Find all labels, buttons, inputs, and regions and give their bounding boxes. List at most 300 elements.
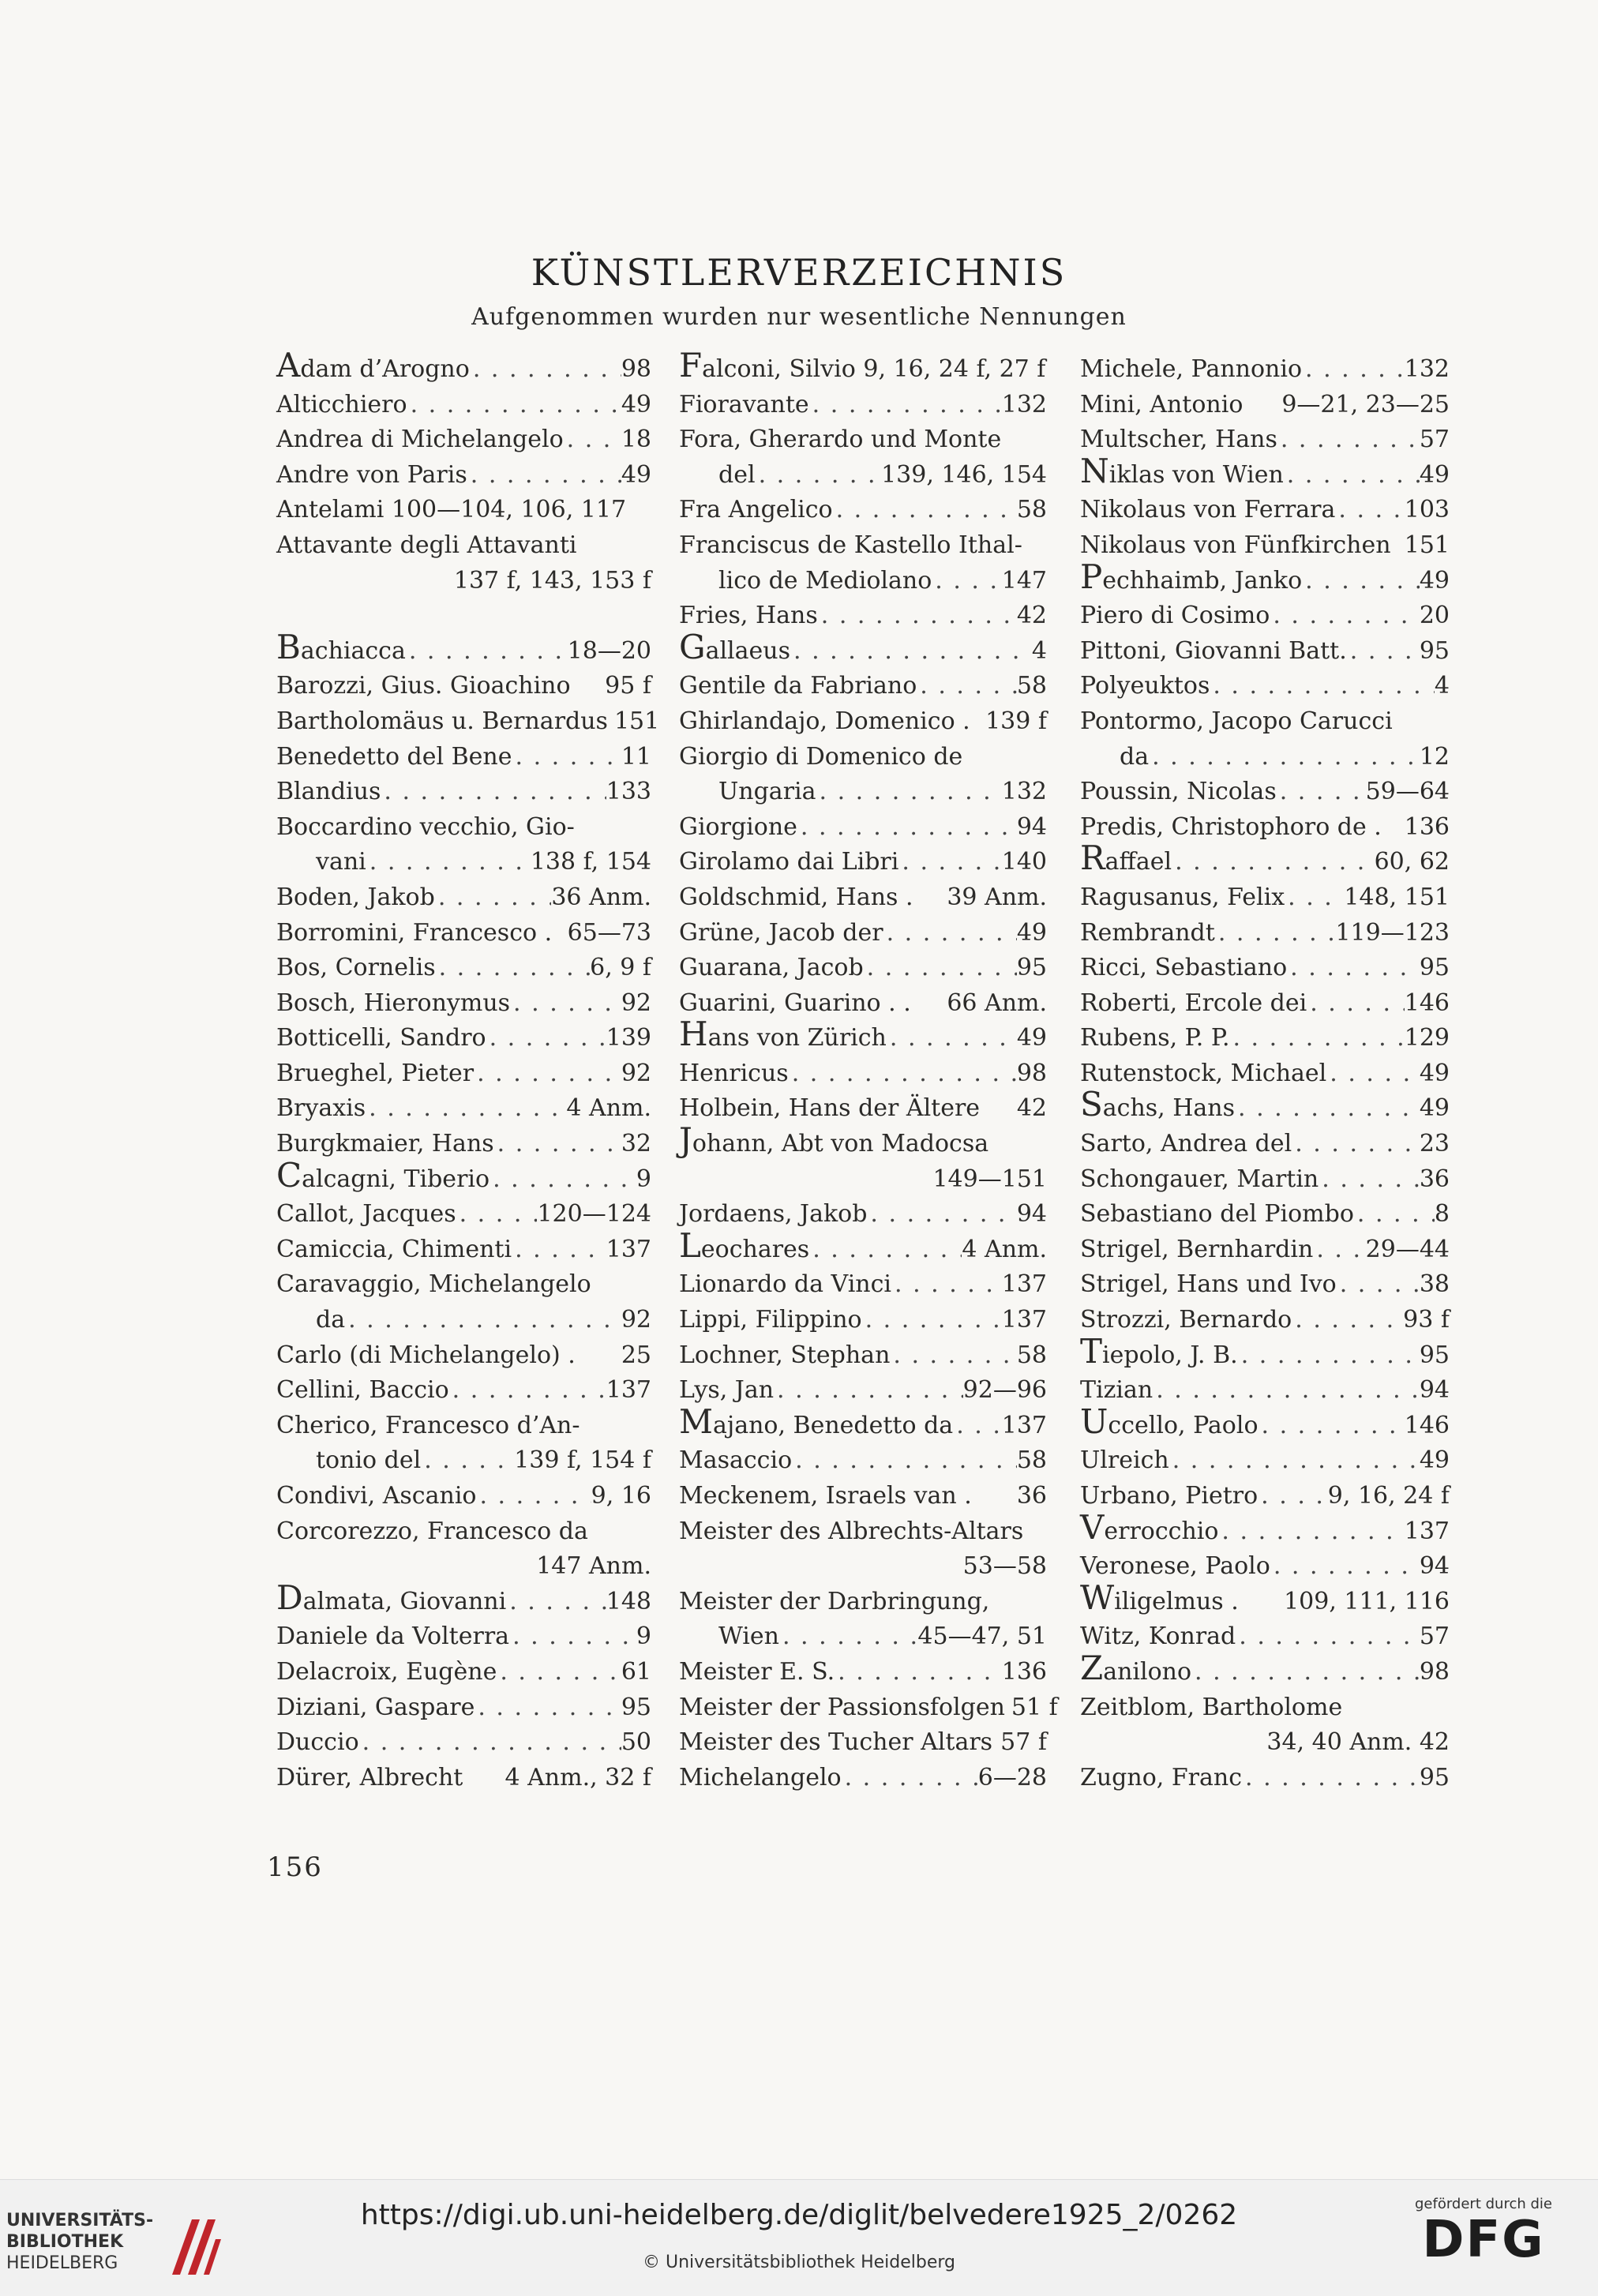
artist-name <box>1080 1162 1319 1198</box>
page-reference: 39 Anm. <box>947 883 1047 911</box>
artist-name-text: Tizian <box>1080 1376 1153 1405</box>
leader-dots <box>1347 634 1420 670</box>
leader-dots <box>475 1690 621 1726</box>
page-reference: 8 <box>1434 1200 1450 1229</box>
page-reference: 120—124 <box>537 1200 651 1229</box>
index-entry <box>679 528 1047 564</box>
artist-name-text: Urbano, Pietro <box>1080 1482 1259 1510</box>
page-reference: 11 <box>621 742 651 771</box>
leader-dots <box>774 1373 963 1409</box>
page-reference: 18—20 <box>567 636 651 665</box>
page-reference: 58 <box>1016 1341 1047 1369</box>
artist-name-text: Lippi, Filippino <box>679 1306 862 1334</box>
page-reference: 137 <box>1001 1270 1047 1299</box>
index-entry <box>679 1585 1047 1620</box>
index-entry <box>276 1127 651 1162</box>
artist-name-text: almata, Giovanni <box>302 1587 507 1615</box>
artist-name-text: Lochner, Stephan <box>679 1341 891 1369</box>
page-reference: 66 Anm. <box>947 989 1047 1017</box>
artist-name-text: Strigel, Bernhardin <box>1080 1235 1314 1263</box>
leader-dots <box>890 1338 1016 1374</box>
page-reference: 92—96 <box>962 1376 1047 1405</box>
artist-name <box>1080 810 1382 846</box>
artist-name <box>1080 1056 1326 1092</box>
artist-name-text: Jordaens, Jakob <box>679 1200 868 1229</box>
page-reference: 36 Anm. <box>551 883 651 911</box>
index-entry <box>679 1303 1047 1338</box>
leader-dots <box>1319 1162 1420 1198</box>
index-entry <box>679 986 1047 1022</box>
page-title: KÜNSTLERVERZEICHNIS <box>531 251 1067 294</box>
leader-dots <box>833 493 1017 528</box>
artist-name-text: Meister der Darbringung, <box>679 1587 990 1615</box>
artist-name-text: Meister des Albrechts-Altars <box>679 1517 1024 1545</box>
leader-dots <box>1270 1549 1420 1585</box>
library-name-line3: HEIDELBERG <box>6 2253 118 2273</box>
artist-name <box>679 810 797 846</box>
leader-dots <box>345 1303 621 1338</box>
artist-name-text: Veronese, Paolo <box>1080 1552 1270 1581</box>
artist-name-text: Grüne, Jacob der <box>679 918 883 947</box>
leader-dots <box>1277 775 1366 810</box>
page-reference: 49 <box>1419 1094 1450 1123</box>
section-initial: B <box>276 627 301 666</box>
leader-dots <box>470 352 621 388</box>
page-reference: 49 <box>1419 460 1450 489</box>
page-reference: 18 <box>621 426 651 454</box>
page-reference: 151 <box>1404 531 1450 559</box>
page-reference: 58 <box>1016 496 1047 524</box>
index-entry <box>1080 1401 1450 1444</box>
leader-dots <box>407 388 621 423</box>
artist-name <box>718 775 816 810</box>
leader-dots <box>1302 564 1420 599</box>
artist-name-text: Alticchiero <box>276 390 407 418</box>
leader-dots <box>1302 352 1405 388</box>
page-reference: 149—151 <box>932 1165 1047 1193</box>
artist-name-text: da <box>316 1306 346 1334</box>
leader-dots <box>564 422 621 458</box>
artist-name-text: lico de Mediolano <box>718 566 932 595</box>
page-reference: 25 <box>621 1341 651 1369</box>
index-entry <box>1080 388 1450 423</box>
artist-name-text: Andrea di Michelangelo <box>276 426 564 454</box>
artist-name-text: Ragusanus, Felix <box>1080 883 1285 911</box>
index-entry <box>276 740 651 775</box>
page-reference: 9, 16 <box>591 1482 651 1510</box>
artist-name-text: Fora, Gherardo und Monte <box>679 426 1002 454</box>
artist-name-text: Poussin, Nicolas <box>1080 778 1277 806</box>
leader-dots <box>1169 1443 1420 1479</box>
artist-name <box>276 458 467 493</box>
page-reference: 4 Anm. <box>962 1235 1047 1263</box>
artist-name-text: Wien <box>718 1623 779 1651</box>
index-entry <box>679 1401 1047 1444</box>
artist-name-text: Roberti, Ercole dei <box>1080 989 1307 1017</box>
artist-name <box>679 346 1046 388</box>
index-entry <box>276 1619 651 1655</box>
leader-dots <box>816 775 1002 810</box>
artist-name-text: Strozzi, Bernardo <box>1080 1306 1292 1334</box>
leader-dots <box>789 1056 1017 1092</box>
leader-dots <box>842 1761 978 1796</box>
artist-name <box>1080 528 1391 564</box>
artist-name-text: Burgkmaier, Hans <box>276 1130 494 1158</box>
index-entry <box>679 880 1047 916</box>
leader-dots <box>486 1021 606 1056</box>
artist-name <box>679 740 962 775</box>
page-reference: 139 f, 154 f <box>514 1446 651 1475</box>
index-entry <box>679 1373 1047 1409</box>
index-entry <box>276 1303 651 1338</box>
leader-dots <box>898 845 1001 880</box>
leader-dots <box>932 564 1001 599</box>
artist-name-text: Daniele da Volterra <box>276 1623 510 1651</box>
index-entry <box>1080 916 1450 951</box>
leader-dots <box>497 1655 621 1690</box>
leader-dots <box>406 634 568 670</box>
artist-name-text: Goldschmid, Hans . <box>679 883 913 911</box>
page-reference: 136 <box>1404 812 1450 841</box>
index-entry <box>679 1549 1047 1585</box>
artist-name <box>1080 1578 1239 1620</box>
index-entry <box>276 1725 651 1761</box>
index-entry <box>1080 740 1450 775</box>
dfg-logo[interactable] <box>1409 2196 1559 2268</box>
index-entry <box>1080 352 1450 388</box>
artist-name-text: eochares <box>700 1235 810 1263</box>
page-reference: 137 f, 143, 153 f <box>453 566 651 595</box>
artist-name <box>1080 1443 1169 1479</box>
page-reference: 139 f <box>985 707 1047 735</box>
page-reference: 137 <box>1404 1517 1450 1545</box>
artist-name <box>1080 1648 1192 1690</box>
index-entry <box>1080 1056 1450 1092</box>
page-reference: 132 <box>1001 390 1047 418</box>
artist-name-text: Bosch, Hieronymus <box>276 989 511 1017</box>
page-subtitle: Aufgenommen wurden nur wesentliche Nennungen <box>471 303 1127 331</box>
artist-name-text: Henricus <box>679 1059 789 1087</box>
index-entry <box>276 1690 651 1726</box>
index-entry <box>1080 1507 1450 1550</box>
index-entry <box>276 986 651 1022</box>
viewer-footer <box>0 2179 1598 2296</box>
artist-name-text: vani <box>316 848 366 876</box>
page-reference: 148 <box>606 1587 651 1615</box>
artist-name-text: Pontormo, Jacopo Carucci <box>1080 707 1393 735</box>
page-reference: 57 f <box>1000 1728 1047 1757</box>
index-entry <box>276 1479 651 1514</box>
page-reference: 94 <box>1419 1552 1450 1581</box>
index-entry <box>276 422 651 458</box>
index-entry <box>276 1514 651 1550</box>
section-initial: S <box>1080 1085 1103 1124</box>
index-entry <box>1080 986 1450 1022</box>
index-entry <box>1080 1021 1450 1056</box>
artist-name-text: Polyeuktos <box>1080 672 1210 700</box>
page-reference: 9 <box>636 1623 651 1651</box>
leader-dots <box>779 1619 917 1655</box>
leader-dots <box>512 1232 606 1268</box>
leader-dots <box>1307 986 1405 1022</box>
leader-dots <box>512 740 621 775</box>
artist-name-text: Sebastiano del Piombo <box>1080 1200 1354 1229</box>
index-entry <box>679 740 1047 775</box>
page-reference: 29—44 <box>1365 1235 1450 1263</box>
page-reference: 92 <box>621 1306 651 1334</box>
page-reference: 23 <box>1419 1130 1450 1158</box>
artist-name-text: Ulreich <box>1080 1446 1169 1475</box>
page-reference: 53—58 <box>962 1552 1047 1581</box>
index-entry <box>679 916 1047 951</box>
artist-name-text: alconi, Silvio 9, 16, 24 f, 27 f <box>702 355 1046 383</box>
leader-dots <box>1292 1303 1403 1338</box>
section-initial: M <box>679 1401 714 1441</box>
leader-dots <box>797 810 1017 846</box>
index-entry <box>1080 704 1450 740</box>
index-entry <box>1080 810 1450 846</box>
artist-name <box>316 845 366 880</box>
page-reference: 38 <box>1419 1270 1450 1299</box>
leader-dots <box>809 388 1002 423</box>
leader-dots <box>887 1021 1017 1056</box>
artist-name <box>1080 1507 1219 1550</box>
artist-name-text: Attavante degli Attavanti <box>276 531 577 559</box>
index-entry <box>1080 951 1450 986</box>
artist-name <box>1080 598 1270 634</box>
leader-dots <box>1354 1197 1435 1232</box>
artist-name-text: ajano, Benedetto da <box>713 1411 954 1439</box>
artist-name <box>1080 1690 1342 1726</box>
section-initial: Z <box>1080 1648 1104 1687</box>
section-initial: T <box>1080 1331 1103 1371</box>
page-reference: 60, 62 <box>1374 848 1450 876</box>
artist-name <box>718 458 756 493</box>
index-entry <box>1080 451 1450 493</box>
artist-name <box>316 1303 345 1338</box>
artist-name-text: Fra Angelico <box>679 496 833 524</box>
artist-name <box>1080 1303 1292 1338</box>
artist-name-text: Blandius <box>276 778 381 806</box>
artist-name-text: alcagni, Tiberio <box>302 1165 490 1193</box>
index-entry <box>679 1690 1058 1726</box>
artist-name <box>276 880 435 916</box>
artist-name-text: Brueghel, Pieter <box>276 1059 475 1087</box>
page-reference: 34, 40 Anm. 42 <box>1266 1728 1450 1757</box>
index-entry <box>1080 880 1450 916</box>
page-reference: 98 <box>1016 1059 1047 1087</box>
page-reference: 146 <box>1404 1411 1450 1439</box>
page-reference: 129 <box>1404 1024 1450 1052</box>
artist-name-text: Witz, Konrad <box>1080 1623 1236 1651</box>
artist-name-text: iklas von Wien <box>1108 460 1284 489</box>
leader-dots <box>891 1267 1002 1303</box>
index-entry <box>276 528 651 564</box>
page-reference: 148, 151 <box>1344 883 1450 911</box>
artist-name <box>679 1056 789 1092</box>
artist-name <box>1080 838 1172 880</box>
artist-name-text: Corcorezzo, Francesco da <box>276 1517 588 1545</box>
index-entry <box>276 1155 651 1198</box>
page-reference: 133 <box>606 778 651 806</box>
leader-dots <box>867 1197 1016 1232</box>
library-name-line2: BIBLIOTHEK <box>6 2232 124 2252</box>
artist-name-text: Rutenstock, Michael <box>1080 1059 1327 1087</box>
leader-dots <box>1153 1373 1420 1409</box>
page-reference: 4 <box>1434 672 1450 700</box>
page-reference: 95 <box>1419 954 1450 982</box>
artist-name-text: Diziani, Gaspare <box>276 1693 475 1721</box>
artist-name-text: Callot, Jacques <box>276 1200 456 1229</box>
page-reference: 151 <box>613 707 660 735</box>
artist-name <box>276 493 626 528</box>
leader-dots <box>862 1303 1002 1338</box>
leader-dots <box>756 458 882 493</box>
leader-dots <box>506 1585 606 1620</box>
artist-name-text: Meister des Tucher Altars <box>679 1728 993 1757</box>
leader-dots <box>953 1409 1002 1444</box>
page-reference: 109, 111, 116 <box>1284 1587 1450 1615</box>
artist-name <box>276 1021 486 1056</box>
artist-name-text: Michelangelo <box>679 1763 842 1791</box>
artist-name-text: Barozzi, Gius. Gioachino <box>276 672 571 700</box>
leader-dots <box>510 986 621 1022</box>
leader-dots <box>366 845 531 880</box>
artist-name-text: Camiccia, Chimenti <box>276 1235 512 1263</box>
index-entry <box>679 669 1047 704</box>
artist-name-text: Boccardino vecchio, Gio- <box>276 812 575 841</box>
artist-name <box>276 1514 588 1550</box>
artist-name-text: Giorgione <box>679 812 797 841</box>
index-entry <box>276 1021 651 1056</box>
permalink-url[interactable]: https://digi.ub.uni-heidelberg.de/diglit/belvedere1925_2/0262 <box>360 2199 1238 2231</box>
page-number: 156 <box>267 1851 323 1883</box>
index-entry <box>276 1091 651 1127</box>
index-entry <box>1080 669 1450 704</box>
artist-name <box>679 1015 887 1056</box>
artist-name-text: Mini, Antonio <box>1080 390 1244 418</box>
artist-name-text: ans von Zürich <box>707 1024 887 1052</box>
leader-dots <box>1335 493 1404 528</box>
artist-name <box>276 986 510 1022</box>
index-entry <box>276 1338 651 1374</box>
artist-name-text: Fioravante <box>679 390 809 418</box>
artist-name <box>679 1761 842 1796</box>
page-reference: 59—64 <box>1365 778 1450 806</box>
artist-name-text: Dürer, Albrecht <box>276 1763 463 1791</box>
artist-name <box>679 1585 989 1620</box>
page-reference: 95 <box>1016 954 1047 982</box>
leader-dots <box>359 1725 621 1761</box>
artist-name-text: Condivi, Ascanio <box>276 1482 477 1510</box>
page-reference: 51 f <box>1011 1693 1058 1721</box>
page-reference: 50 <box>621 1728 651 1757</box>
index-entry <box>1080 1578 1450 1620</box>
leader-dots <box>421 1443 514 1479</box>
artist-name-text: Nikolaus von Fünfkirchen <box>1080 531 1391 559</box>
page-reference: 61 <box>621 1657 651 1686</box>
artist-name-text: Girolamo dai Libri <box>679 848 899 876</box>
section-initial: P <box>1080 557 1103 596</box>
leader-dots <box>1259 1409 1405 1444</box>
artist-name-text: Antelami 100—104, 106, 117 <box>276 496 627 524</box>
artist-name <box>679 1514 1023 1550</box>
artist-name <box>276 1127 494 1162</box>
index-entry <box>276 1267 651 1303</box>
artist-name-text: Rembrandt <box>1080 918 1215 947</box>
artist-name <box>276 704 608 740</box>
artist-name <box>1120 740 1149 775</box>
page-reference: 139, 146, 154 <box>881 460 1047 489</box>
artist-name-text: Meister E. S. <box>679 1657 835 1686</box>
page-reference: 95 <box>1419 1763 1450 1791</box>
artist-name-text: achs, Hans <box>1102 1094 1236 1123</box>
index-entry <box>679 1056 1047 1092</box>
leader-dots <box>1270 598 1419 634</box>
section-initial: A <box>276 346 301 385</box>
leader-dots <box>1284 458 1420 493</box>
artist-name <box>679 1655 835 1690</box>
artist-name-text: Meckenem, Israels van . <box>679 1482 972 1510</box>
index-entry <box>679 810 1047 846</box>
artist-name <box>276 810 575 846</box>
artist-name <box>276 1725 359 1761</box>
index-entry <box>679 1225 1047 1268</box>
page-reference: 4 Anm. <box>566 1094 651 1123</box>
page-reference: 95 <box>1419 1341 1450 1369</box>
page-reference: 65—73 <box>567 918 651 947</box>
artist-name-text: Pittoni, Giovanni Batt. <box>1080 636 1347 665</box>
artist-name <box>679 845 898 880</box>
leader-dots <box>792 1443 1017 1479</box>
index-entry <box>276 1232 651 1268</box>
artist-name-text: Guarini, Guarino . . <box>679 989 911 1017</box>
leader-dots <box>435 880 551 916</box>
page-reference: 146 <box>1404 989 1450 1017</box>
index-entry <box>679 346 1047 388</box>
artist-name <box>276 1619 509 1655</box>
artist-name <box>276 1761 463 1796</box>
page-reference: 92 <box>621 1059 651 1087</box>
page-reference: 49 <box>1419 566 1450 595</box>
index-entry <box>679 1197 1047 1232</box>
index-entry <box>276 1197 651 1232</box>
section-initial: W <box>1080 1578 1115 1617</box>
leader-dots <box>474 1056 621 1092</box>
index-entry <box>276 1761 651 1796</box>
page-reference: 139 <box>606 1024 651 1052</box>
leader-dots <box>1326 1056 1420 1092</box>
artist-name <box>276 1479 476 1514</box>
page-reference: 132 <box>1001 778 1047 806</box>
artist-name <box>276 1373 449 1409</box>
leader-dots <box>467 458 621 493</box>
page-reference: 49 <box>1016 1024 1047 1052</box>
index-column-2 <box>679 346 1058 1795</box>
artist-name-text: Carlo (di Michelangelo) . <box>276 1341 576 1369</box>
page-reference: 93 f <box>1403 1306 1450 1334</box>
artist-name-text: echhaimb, Janko <box>1102 566 1303 595</box>
leader-dots <box>436 951 591 986</box>
index-entry <box>679 493 1047 528</box>
artist-name <box>679 627 790 670</box>
artist-name <box>679 986 911 1022</box>
index-entry <box>679 951 1047 986</box>
index-entry <box>1080 557 1450 599</box>
artist-name <box>679 1690 1005 1726</box>
artist-name-text: Andre von Paris <box>276 460 467 489</box>
page-reference: 137 <box>606 1376 651 1405</box>
